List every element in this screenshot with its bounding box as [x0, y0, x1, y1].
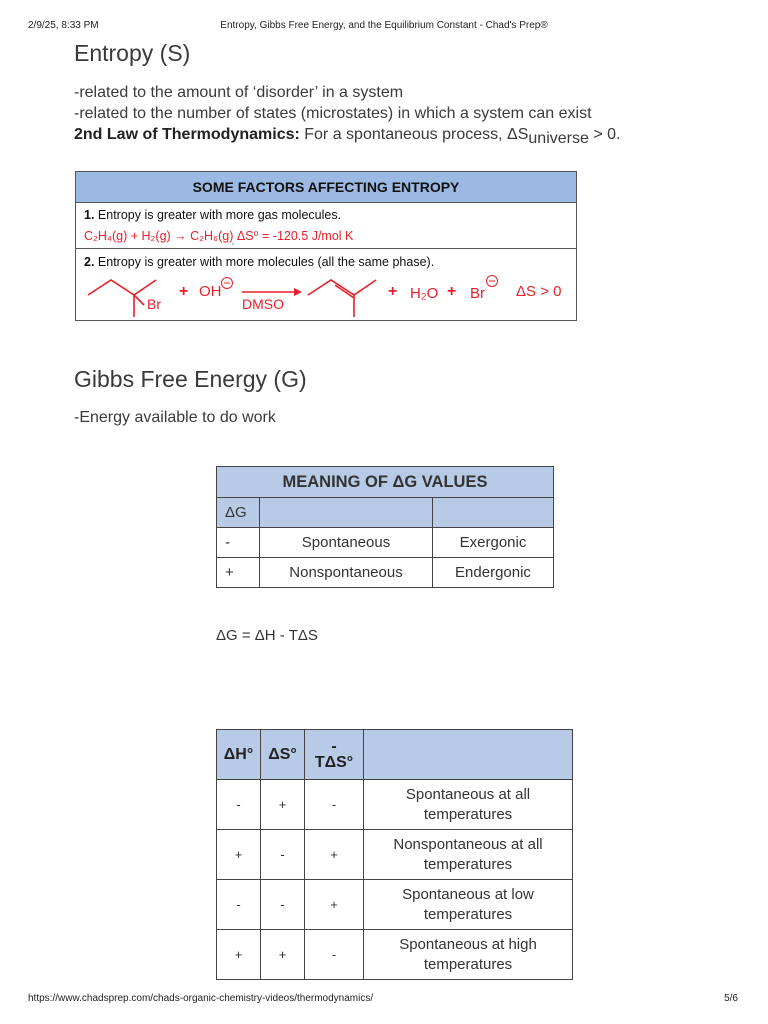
table-cell: Spontaneous at low temperatures — [364, 880, 573, 930]
second-law-line — [74, 126, 621, 147]
table-cell: Nonspontaneous — [260, 558, 433, 588]
table-cell: + — [217, 558, 260, 588]
table-row — [217, 830, 573, 880]
table-row — [217, 780, 573, 830]
entropy-factor-1 — [76, 203, 576, 249]
entropy-heading: Entropy (S) — [74, 40, 191, 66]
hydroxide-label: OH — [199, 283, 222, 300]
header-ds: ΔS° — [261, 730, 305, 780]
table-cell: - — [261, 830, 305, 880]
entropy-line-1: -related to the amount of ‘disorder’ in a system — [74, 84, 404, 101]
entropy-factor-2 — [76, 249, 576, 322]
second-law-label: 2nd Law of Thermodynamics: — [74, 126, 300, 143]
table-cell: + — [261, 930, 305, 980]
solvent-label: DMSO — [242, 296, 284, 312]
table-row — [217, 558, 554, 588]
plus-sign-1: + — [179, 283, 189, 300]
table-row — [217, 930, 573, 980]
table-cell: - — [217, 528, 260, 558]
table-cell: + — [217, 930, 261, 980]
alkyl-bromide-skeleton — [88, 280, 156, 295]
conditions-table-header-row — [217, 730, 573, 780]
header-outcome — [364, 730, 573, 780]
header-dh: ΔH° — [217, 730, 261, 780]
document-title: Entropy, Gibbs Free Energy, and the Equilibrium Constant - Chad's Prep® — [220, 20, 548, 31]
entropy-positive-label: ΔS > 0 — [516, 283, 562, 300]
gibbs-heading: Gibbs Free Energy (G) — [74, 366, 307, 392]
second-law-tail: > 0. — [588, 126, 621, 143]
table-cell: - — [261, 880, 305, 930]
print-datetime: 2/9/25, 8:33 PM — [28, 20, 99, 31]
header-tds-label: TΔS° — [314, 753, 354, 771]
table-row — [217, 528, 554, 558]
entropy-factors-table — [75, 171, 577, 321]
page-number: 5/6 — [724, 993, 738, 1004]
header-tds — [305, 730, 364, 780]
table-cell: - — [305, 930, 364, 980]
second-law-text: For a spontaneous process, ΔS — [299, 126, 529, 143]
meaning-table-header-dg: ΔG — [217, 498, 260, 528]
meaning-of-dg-table — [216, 466, 554, 588]
table-row — [217, 880, 573, 930]
factor-1-text: 1. Entropy is greater with more gas molecules. — [84, 208, 342, 222]
bromine-label: Br — [147, 296, 161, 312]
table-cell: Spontaneous at all temperatures — [364, 780, 573, 830]
meaning-table-header-2 — [260, 498, 433, 528]
meaning-table-title: MEANING OF ΔG VALUES — [217, 467, 554, 498]
table-cell: Exergonic — [433, 528, 554, 558]
footer-url: https://www.chadsprep.com/chads-organic-chemistry-videos/thermodynamics/ — [28, 993, 374, 1004]
meaning-table-header-3 — [433, 498, 554, 528]
factor-1-reaction: C₂H₄(g) + H₂(g) → C₂H₆(g) ΔS⁰ = -120.5 J/mol K — [84, 229, 354, 243]
table-cell: Endergonic — [433, 558, 554, 588]
table-cell: - — [217, 880, 261, 930]
bromide-label: Br — [470, 285, 485, 302]
table-cell: + — [217, 830, 261, 880]
entropy-line-2: -related to the number of states (microstates) in which a system can exist — [74, 105, 592, 122]
water-label: H₂O — [410, 285, 439, 302]
table-cell: + — [261, 780, 305, 830]
table-cell: + — [305, 830, 364, 880]
plus-sign-3: + — [447, 283, 457, 300]
gibbs-equation: ΔG = ΔH - TΔS — [216, 627, 318, 644]
elimination-reaction-scheme — [76, 272, 576, 322]
entropy-factors-title: SOME FACTORS AFFECTING ENTROPY — [76, 172, 576, 203]
plus-sign-2: + — [388, 283, 398, 300]
gibbs-line-1: -Energy available to do work — [74, 409, 276, 426]
header-tds-minus: - — [331, 737, 337, 755]
table-cell: - — [217, 780, 261, 830]
meaning-table-header-row — [217, 498, 554, 528]
factor-2-text: 2. Entropy is greater with more molecules (all the same phase). — [84, 255, 435, 269]
table-cell: Spontaneous at high temperatures — [364, 930, 573, 980]
table-cell: + — [305, 880, 364, 930]
alkene-skeleton — [308, 280, 376, 295]
table-cell: Spontaneous — [260, 528, 433, 558]
spontaneity-conditions-table — [216, 729, 573, 980]
table-cell: - — [305, 780, 364, 830]
second-law-subscript: universe — [528, 130, 589, 147]
table-cell: Nonspontaneous at all temperatures — [364, 830, 573, 880]
